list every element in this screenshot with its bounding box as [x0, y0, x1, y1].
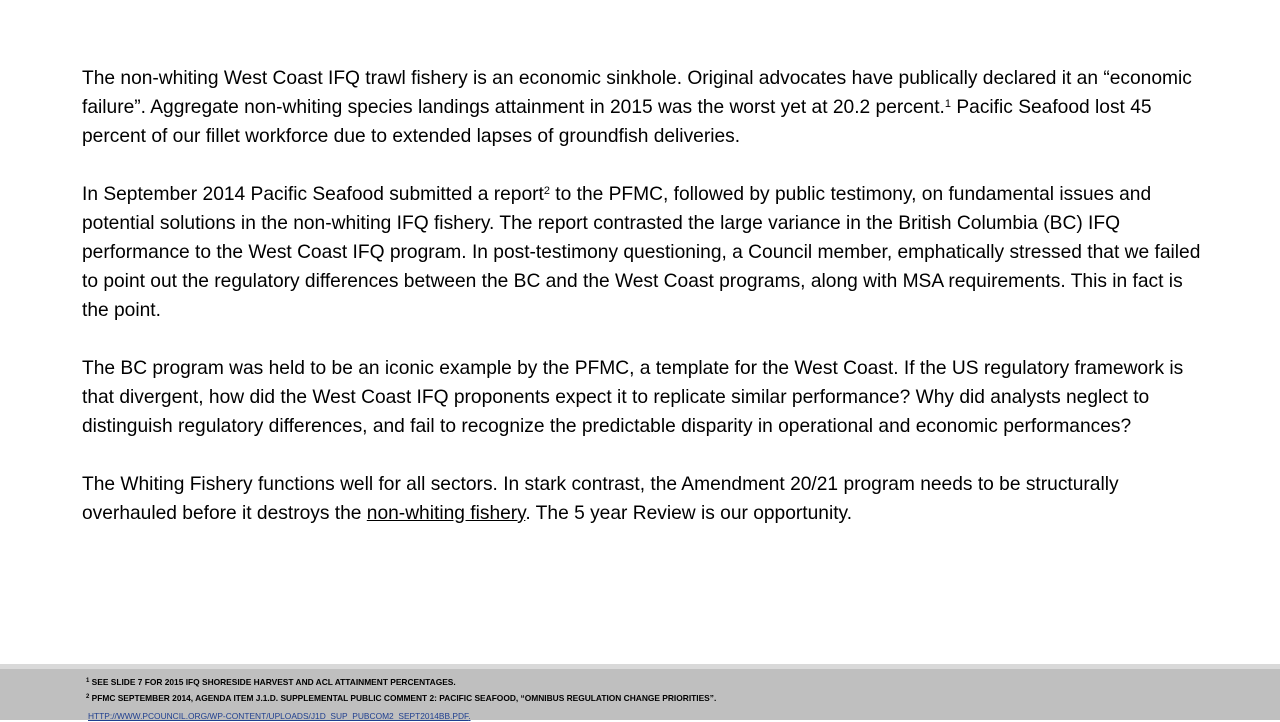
paragraph-4: [82, 470, 1202, 528]
footnote-bar: [0, 664, 1280, 720]
paragraph-2-text-b: to the PFMC, followed by public testimony, on fundamental issues and potential solutions in the non-whiting IFQ fishery. The report contrasted the large variance in the British Columbia (BC) IFQ performance to the West Coast IFQ program. In post-testimony questioning, a Council member, emphatically stressed that we failed to point out the regulatory differences between the BC and the West Coast programs, along with MSA requirements. This in fact is the point.: [82, 184, 1201, 321]
footnote-2-marker: 2: [86, 694, 90, 700]
footnote-2-url-tail: .: [468, 711, 471, 721]
paragraph-3: The BC program was held to be an iconic example by the PFMC, a template for the West Coast. If the US regulatory framework is that divergent, how did the West Coast IFQ proponents expect it to replicate similar performance? Why did analysts neglect to distinguish regulatory differences, and fail to recognize the predictable disparity in operational and economic performances?: [82, 358, 1184, 437]
footnote-2-url-link[interactable]: HTTP://WWW.PCOUNCIL.ORG/WP-CONTENT/UPLOADS/J1D_SUP_PUBCOM2_SEPT2014BB.PDF: [88, 711, 469, 721]
footnote-2-text: PFMC SEPTEMBER 2014, AGENDA ITEM J.1.D. SUPPLEMENTAL PUBLIC COMMENT 2: PACIFIC SEAFOOD, “OMNIBUS REGULATION CHANGE PRIORITIES”.: [89, 693, 717, 703]
paragraph-1-text-b: Pacific Seafood lost 45 percent of our fillet workforce due to extended lapses of groundfish deliveries.: [82, 97, 1152, 147]
footnote-1: [86, 677, 456, 688]
footnote-1-marker: 1: [86, 678, 90, 684]
paragraph-1-text-a: The non-whiting West Coast IFQ trawl fishery is an economic sinkhole. Original advocates have publically declared it an “economic failure”. Aggregate non-whiting species landings attainment in 2015 was the worst yet at 20.2 percent.: [82, 68, 1192, 118]
footnote-2: [86, 693, 716, 704]
paragraph-4-text-b: . The 5 year Review is our opportunity.: [525, 503, 853, 524]
paragraph-2-text-a: In September 2014 Pacific Seafood submitted a report: [82, 184, 544, 205]
footnote-ref-1: 1: [944, 97, 952, 110]
footnote-ref-2: 2: [543, 184, 550, 197]
slide-body: [82, 64, 1202, 557]
paragraph-2: [82, 180, 1202, 325]
footnote-2-link-line: [88, 711, 471, 722]
paragraph-4-text-a: The Whiting Fishery functions well for all sectors. In stark contrast, the Amendment 20/21 program needs to be structurally overhauled before it destroys the: [82, 474, 1119, 524]
footnote-1-text: SEE SLIDE 7 FOR 2015 IFQ SHORESIDE HARVEST AND ACL ATTAINMENT PERCENTAGES.: [89, 677, 456, 687]
underlined-phrase: non-whiting fishery: [366, 503, 526, 524]
paragraph-1: [82, 64, 1202, 151]
